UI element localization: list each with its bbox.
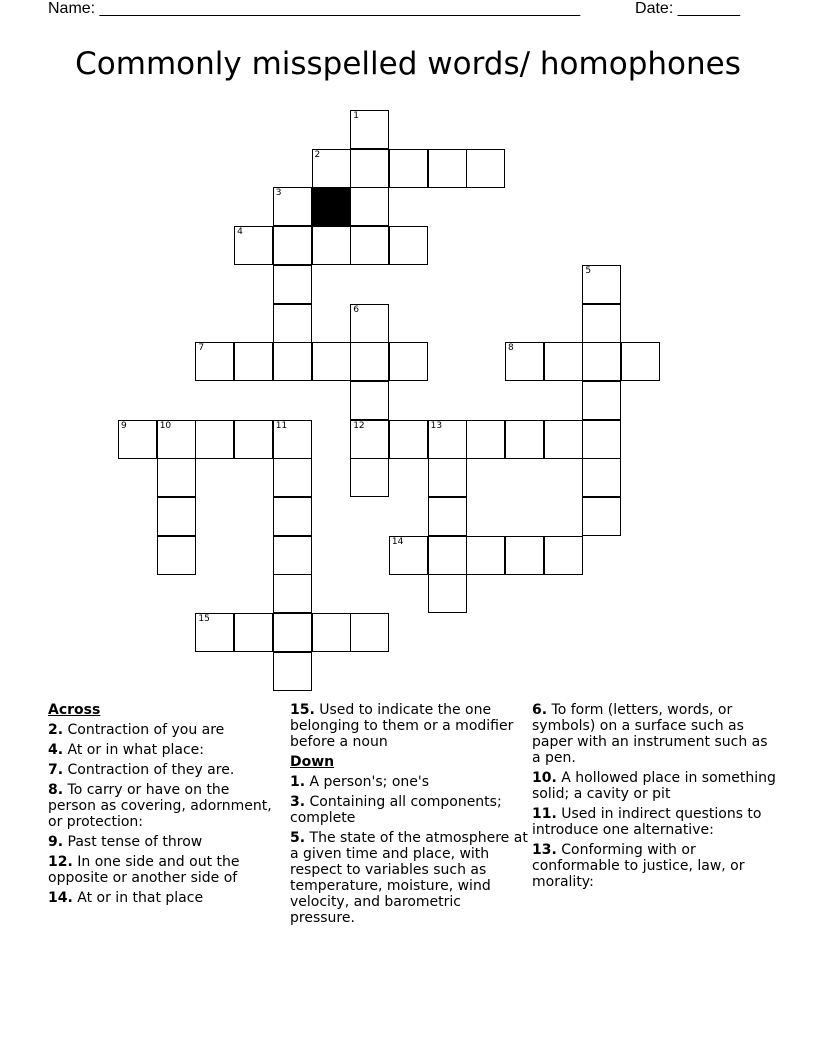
grid-cell[interactable]: [505, 420, 544, 459]
grid-cell[interactable]: [544, 536, 583, 575]
clues-column-2: [290, 702, 530, 930]
grid-cell[interactable]: [273, 187, 312, 226]
cell-number: 7: [198, 343, 205, 354]
name-field[interactable]: Name: ______________________________________________________: [48, 0, 581, 17]
grid-cell[interactable]: [389, 342, 428, 381]
grid-cell[interactable]: [273, 613, 312, 652]
grid-cell[interactable]: [312, 342, 351, 381]
grid-cell[interactable]: [312, 613, 351, 652]
cell-number: 5: [585, 265, 592, 276]
grid-cell[interactable]: [544, 342, 583, 381]
grid-cell[interactable]: [273, 265, 312, 304]
date-field[interactable]: Date: _______: [635, 0, 740, 17]
grid-cell[interactable]: [273, 652, 312, 691]
cell-number: 14: [391, 536, 404, 547]
grid-cell[interactable]: [350, 149, 389, 188]
grid-cell[interactable]: [350, 342, 389, 381]
grid-cell[interactable]: [505, 342, 544, 381]
clue-down-3: 3. Containing all components; complete: [290, 794, 502, 826]
black-cell: [312, 187, 351, 226]
grid-cell[interactable]: [428, 536, 467, 575]
grid-cell[interactable]: [582, 381, 621, 420]
grid-cell[interactable]: [582, 265, 621, 304]
grid-cell[interactable]: [273, 420, 312, 459]
grid-cell[interactable]: [582, 420, 621, 459]
grid-cell[interactable]: [273, 574, 312, 613]
grid-cell[interactable]: [234, 226, 273, 265]
clue-down-10: 10. A hollowed place in something solid; a cavity or pit: [532, 770, 776, 802]
grid-cell[interactable]: [195, 613, 234, 652]
grid-cell[interactable]: [466, 149, 505, 188]
clue-across-7: 7. Contraction of they are.: [48, 762, 235, 778]
grid-cell[interactable]: [389, 226, 428, 265]
grid-cell[interactable]: [544, 420, 583, 459]
grid-cell[interactable]: [428, 458, 467, 497]
grid-cell[interactable]: [157, 458, 196, 497]
grid-cell[interactable]: [389, 420, 428, 459]
grid-cell[interactable]: [582, 342, 621, 381]
cell-number: 2: [314, 149, 321, 160]
cell-number: 11: [275, 420, 288, 431]
header: [48, 0, 740, 20]
cell-number: 8: [508, 343, 514, 354]
grid-cell[interactable]: [350, 613, 389, 652]
cell-number: 6: [353, 304, 359, 315]
grid-cell[interactable]: [157, 536, 196, 575]
grid-cell[interactable]: [350, 420, 389, 459]
clues-column-1: [48, 702, 280, 910]
grid-cell[interactable]: [234, 613, 273, 652]
grid-cell[interactable]: [428, 574, 467, 613]
grid-cell[interactable]: [157, 497, 196, 536]
grid-cell[interactable]: [350, 458, 389, 497]
grid-cell[interactable]: [582, 458, 621, 497]
grid-cell[interactable]: [350, 110, 389, 149]
grid-cell[interactable]: [157, 420, 196, 459]
grid-cell[interactable]: [312, 149, 351, 188]
grid-cell[interactable]: [350, 187, 389, 226]
grid-cell[interactable]: [505, 536, 544, 575]
grid-cell[interactable]: [273, 342, 312, 381]
grid-cell[interactable]: [350, 304, 389, 343]
grid-cell[interactable]: [312, 226, 351, 265]
clue-down-5: 5. The state of the atmosphere at a given time and place, with respect to variables such as temperature, moisture, wind velocity, and barometric pressure.: [290, 830, 528, 926]
grid-cell[interactable]: [350, 381, 389, 420]
clue-across-8: 8. To carry or have on the person as covering, adornment, or protection:: [48, 782, 272, 830]
clue-down-13: 13. Conforming with or conformable to justice, law, or morality:: [532, 842, 745, 890]
grid-cell[interactable]: [195, 342, 234, 381]
grid-cell[interactable]: [234, 420, 273, 459]
grid-cell[interactable]: [466, 536, 505, 575]
grid-cell[interactable]: [389, 149, 428, 188]
grid-cell[interactable]: [428, 497, 467, 536]
cell-number: 9: [121, 420, 127, 431]
down-heading: Down: [290, 754, 335, 770]
cell-number: 1: [353, 111, 359, 121]
grid-cell[interactable]: [428, 420, 467, 459]
grid-cell[interactable]: [118, 420, 157, 459]
grid-cell[interactable]: [582, 497, 621, 536]
across-heading: Across: [48, 702, 101, 718]
grid-cell[interactable]: [273, 536, 312, 575]
cell-number: 3: [275, 188, 282, 199]
cell-number: 4: [237, 227, 243, 238]
grid-cell[interactable]: [350, 226, 389, 265]
grid-cell[interactable]: [621, 342, 660, 381]
page-title: Commonly misspelled words/ homophones: [75, 46, 741, 82]
grid-cell[interactable]: [234, 342, 273, 381]
cell-number: 10: [159, 420, 172, 431]
clue-across-15: 15. Used to indicate the one belonging to them or a modifier before a noun: [290, 702, 514, 750]
grid-cell[interactable]: [273, 458, 312, 497]
grid-cell[interactable]: [428, 149, 467, 188]
clue-down-11: 11. Used in indirect questions to introduce one alternative:: [532, 806, 762, 838]
grid-cell[interactable]: [273, 304, 312, 343]
grid-cell[interactable]: [389, 536, 428, 575]
clue-across-2: 2. Contraction of you are: [48, 722, 225, 738]
grid-cell[interactable]: [582, 304, 621, 343]
clue-across-4: 4. At or in what place:: [48, 742, 204, 758]
grid-cell[interactable]: [273, 497, 312, 536]
clue-across-12: 12. In one side and out the opposite or another side of: [48, 854, 240, 886]
grid-cell[interactable]: [195, 420, 234, 459]
clues-column-3: [532, 702, 777, 894]
clue-down-1: 1. A person's; one's: [290, 774, 430, 790]
grid-cell[interactable]: [466, 420, 505, 459]
cell-number: 13: [430, 420, 443, 431]
cell-number: 12: [353, 420, 365, 431]
cell-number: 15: [198, 614, 210, 625]
clue-across-9: 9. Past tense of throw: [48, 834, 203, 850]
grid-cell[interactable]: [273, 226, 312, 265]
clue-down-6: 6. To form (letters, words, or symbols) on a surface such as paper with an instrument such as a pen.: [532, 702, 768, 766]
clue-across-14: 14. At or in that place: [48, 890, 204, 906]
